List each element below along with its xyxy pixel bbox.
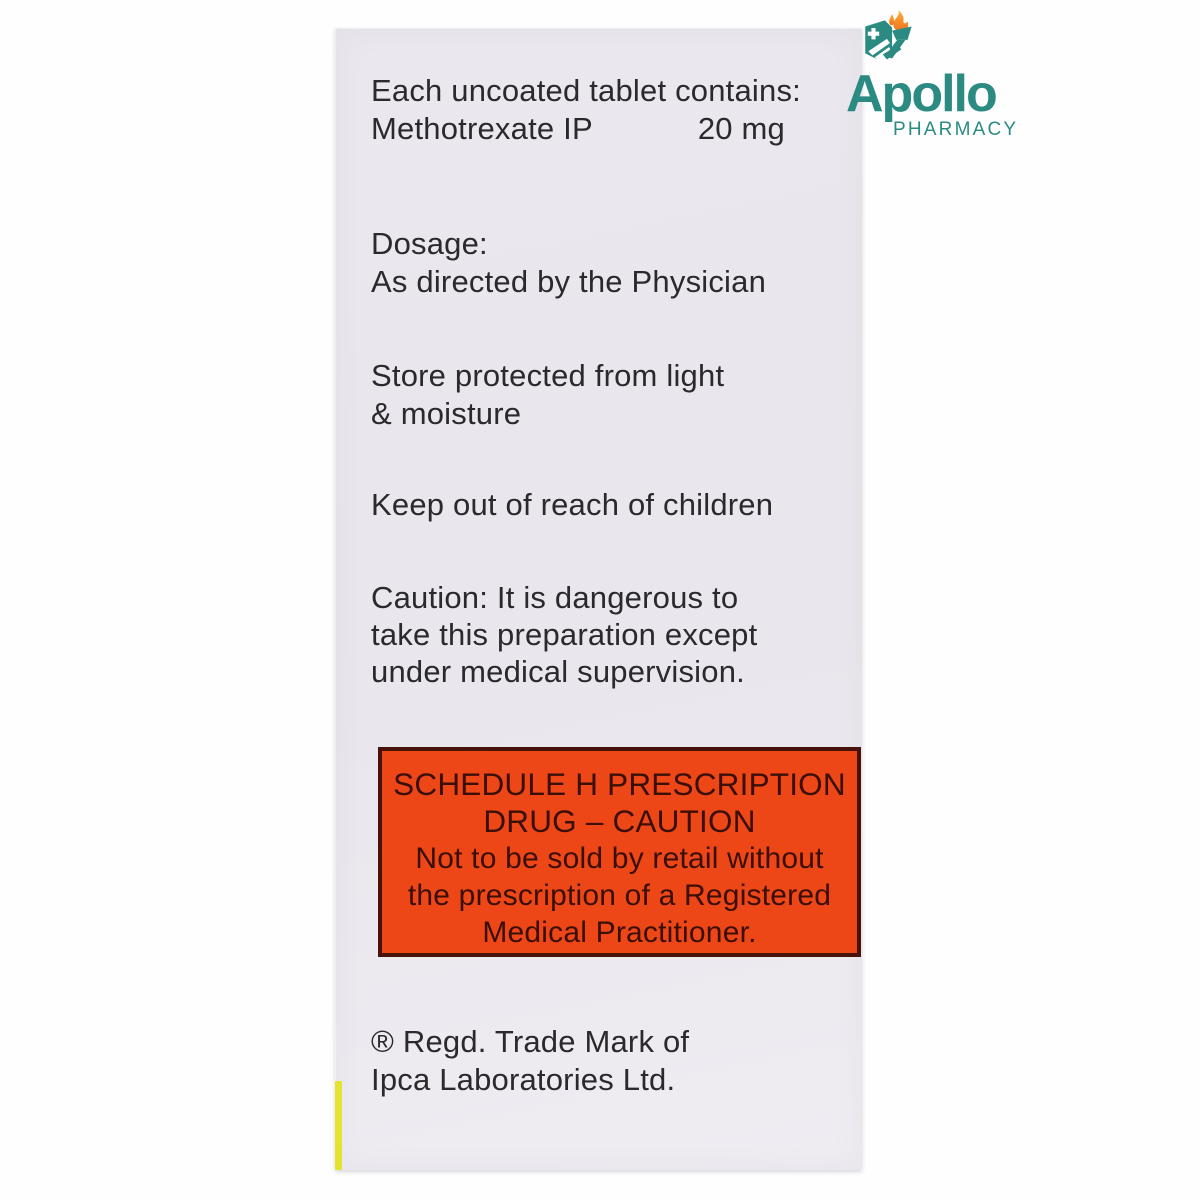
- caution-line3: under medical supervision.: [371, 654, 745, 689]
- medicine-carton-panel: [335, 28, 862, 1170]
- composition-heading: Each uncoated tablet contains:: [371, 73, 801, 108]
- ingredient-name: Methotrexate IP: [371, 111, 593, 146]
- composition-section: [371, 72, 801, 148]
- dosage-heading: Dosage:: [371, 226, 488, 261]
- trademark-line2: Ipca Laboratories Ltd.: [371, 1062, 676, 1097]
- schedule-line5: Medical Practitioner.: [482, 916, 757, 949]
- apollo-pharmacy-logo: [846, 8, 1021, 140]
- brand-subtitle: PHARMACY: [893, 119, 1019, 140]
- storage-line2: & moisture: [371, 396, 522, 431]
- schedule-line4: the prescription of a Registered: [407, 879, 832, 912]
- trademark-section: [371, 1023, 689, 1099]
- caution-line2: take this preparation except: [371, 617, 758, 652]
- schedule-line3: Not to be sold by retail without: [415, 842, 824, 875]
- trademark-line1: ® Regd. Trade Mark of: [371, 1024, 690, 1059]
- storage-line1: Store protected from light: [371, 358, 725, 393]
- children-warning: Keep out of reach of children: [371, 487, 774, 522]
- brand-name: Apollo: [846, 65, 996, 123]
- schedule-line1: SCHEDULE H PRESCRIPTION: [393, 766, 846, 802]
- dosage-section: [371, 225, 766, 301]
- schedule-line2: DRUG – CAUTION: [483, 803, 756, 839]
- yellow-edge-stripe: [335, 1081, 342, 1170]
- flame-small-tongue: [889, 14, 894, 25]
- ingredient-strength: 20 mg: [697, 111, 785, 146]
- dosage-body: As directed by the Physician: [371, 264, 767, 299]
- storage-section: [371, 357, 724, 433]
- caution-section: [371, 579, 757, 690]
- schedule-h-warning-box: [378, 747, 861, 957]
- cross-icon-v: [871, 28, 875, 39]
- caution-line1: Caution: It is dangerous to: [371, 580, 739, 615]
